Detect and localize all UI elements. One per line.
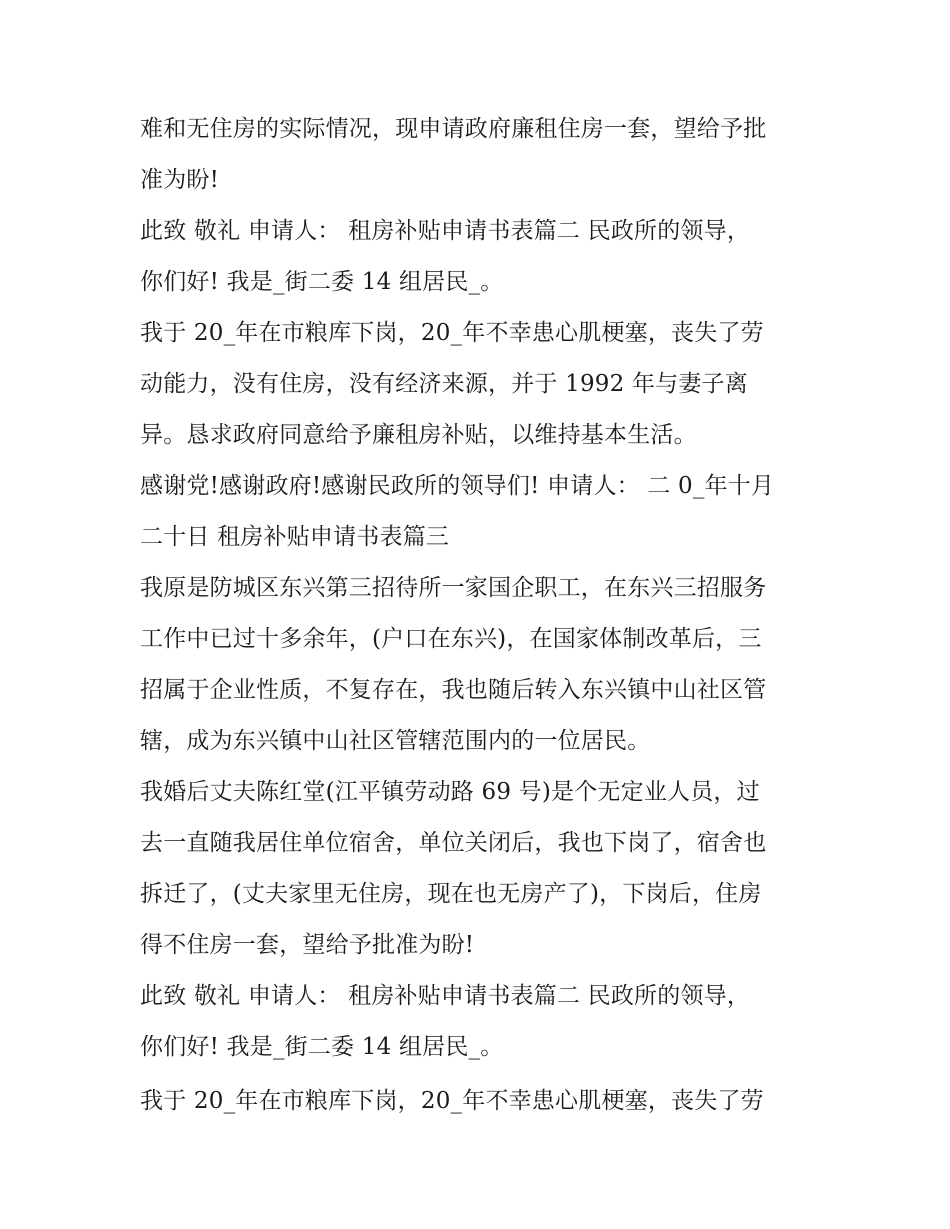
text-line: 动能力，没有住房，没有经济来源，并于 1992 年与妻子离 (140, 371, 748, 397)
text-line: 得不住房一套，望给予批准为盼! (140, 932, 475, 958)
text-line: 我于 20_年在市粮库下岗，20_年不幸患心肌梗塞，丧失了劳 (140, 1088, 764, 1114)
text-line: 招属于企业性质，不复存在，我也随后转入东兴镇中山社区管 (140, 677, 767, 703)
text-line: 此致 敬礼 申请人： 租房补贴申请书表篇二 民政所的领导， (140, 983, 751, 1009)
text-line: 此致 敬礼 申请人： 租房补贴申请书表篇二 民政所的领导， (140, 218, 751, 244)
document-body (140, 104, 820, 1127)
text-line: 异。恳求政府同意给予廉租房补贴，以维持基本生活。 (140, 422, 697, 448)
text-line: 我原是防城区东兴第三招待所一家国企职工，在东兴三招服务 (140, 575, 767, 601)
text-line: 你们好! 我是_街二委 14 组居民_。 (140, 1034, 504, 1060)
text-line: 感谢党!感谢政府!感谢民政所的领导们! 申请人： 二 0_年十月 (140, 473, 775, 499)
text-line: 准为盼! (140, 167, 220, 193)
text-line: 二十日 租房补贴申请书表篇三 (140, 524, 450, 550)
text-line: 我于 20_年在市粮库下岗，20_年不幸患心肌梗塞，丧失了劳 (140, 320, 764, 346)
text-line: 难和无住房的实际情况，现申请政府廉租住房一套，望给予批 (140, 116, 767, 142)
text-line: 拆迁了，(丈夫家里无住房，现在也无房产了)，下岗后，住房 (140, 881, 762, 907)
text-line: 去一直随我居住单位宿舍，单位关闭后，我也下岗了，宿舍也 (140, 830, 767, 856)
text-line: 工作中已过十多余年，(户口在东兴)，在国家体制改革后，三 (140, 626, 762, 652)
text-line: 辖，成为东兴镇中山社区管辖范围内的一位居民。 (140, 728, 651, 754)
text-line: 你们好! 我是_街二委 14 组居民_。 (140, 269, 504, 295)
text-line: 我婚后丈夫陈红堂(江平镇劳动路 69 号)是个无定业人员，过 (140, 779, 760, 805)
